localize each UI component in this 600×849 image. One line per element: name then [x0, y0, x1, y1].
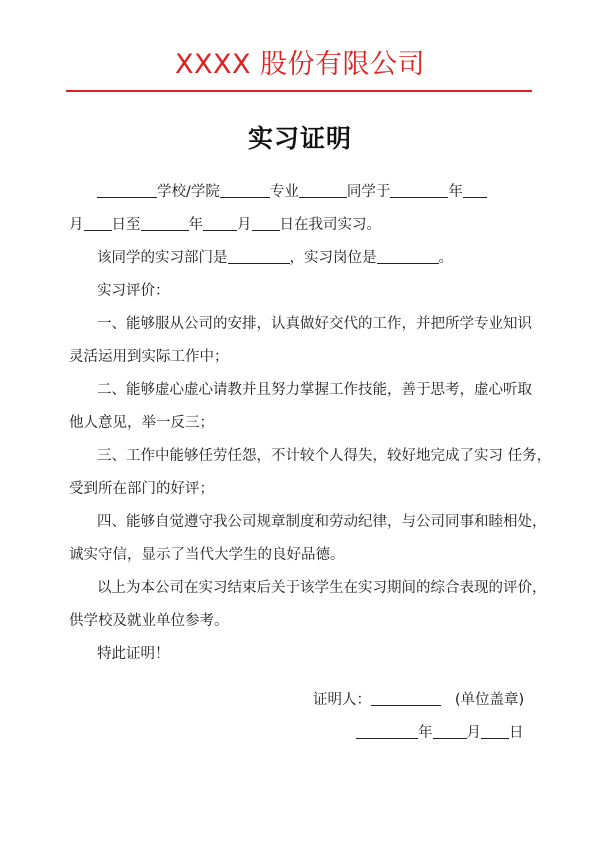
end-year-blank: [141, 214, 189, 231]
dept-prefix: 该同学的实习部门是: [97, 250, 228, 266]
document-title: 实习证明: [247, 124, 352, 153]
certifier-blank: [371, 689, 441, 706]
sign-day-blank: [481, 722, 509, 739]
evaluation-item-2-line-2: 他人意见，举一反三；: [69, 415, 214, 431]
sign-year-label: 年: [418, 725, 433, 741]
dept-middle: ，实习岗位是: [289, 250, 377, 266]
stamp-label: (单位盖章): [454, 692, 525, 708]
document-body: [69, 180, 552, 667]
evaluation-item-4-line-2: 诚实守信，显示了当代大学生的良好品德。: [69, 547, 345, 563]
end-year-label: 年: [188, 217, 203, 233]
end-day-blank: [252, 214, 280, 231]
evaluation-item-4-line-1: 四、能够自觉遵守我公司规章制度和劳动纪律，与公司同事和睦相处，: [97, 514, 547, 530]
sign-month-blank: [433, 722, 467, 739]
position-blank: [377, 247, 439, 264]
school-blank: [97, 181, 157, 198]
summary-line-2: 供学校及就业单位参考。: [69, 613, 229, 629]
sign-day-label: 日: [509, 725, 524, 741]
end-month-blank: [203, 214, 237, 231]
school-label: 学校/学院: [157, 184, 220, 200]
dept-suffix: 。: [438, 250, 453, 266]
evaluation-label: 实习评价：: [97, 283, 170, 299]
sign-year-blank: [356, 722, 418, 739]
closing-statement: 特此证明！: [97, 646, 170, 662]
signature-date-line: [356, 721, 524, 742]
header-divider: [66, 90, 532, 92]
certifier-label: 证明人：: [313, 692, 371, 708]
start-year-blank: [390, 181, 448, 198]
dept-line: [69, 246, 531, 271]
start-month-blank: [463, 181, 487, 198]
start-day-blank: [84, 214, 112, 231]
evaluation-item-3-line-2: 受到所在部门的好评；: [69, 481, 214, 497]
intro-line-2: [69, 213, 531, 238]
evaluation-item-1-line-1: 一、能够服从公司的安排，认真做好交代的工作，并把所学专业知识: [97, 316, 532, 332]
end-month-label: 月: [237, 217, 252, 233]
evaluation-item-1-line-2: 灵活运用到实际工作中；: [69, 349, 229, 365]
summary-line-1: 以上为本公司在实习结束后关于该学生在实习期间的综合表现的评价，: [97, 580, 547, 596]
sign-month-label: 月: [466, 725, 481, 741]
certifier-line: [313, 688, 524, 709]
major-label: 专业: [269, 184, 299, 200]
dept-blank: [228, 247, 290, 264]
student-blank: [299, 181, 347, 198]
intro-line-1: [69, 180, 531, 205]
end-day-label: 日在我司实习。: [279, 217, 381, 233]
day-to-label: 日至: [111, 217, 141, 233]
major-blank: [220, 181, 270, 198]
company-name: XXXX 股份有限公司: [174, 49, 426, 80]
evaluation-item-3-line-1: 三、工作中能够任劳任怨，不计较个人得失，较好地完成了实习 任务，: [97, 448, 552, 464]
evaluation-item-2-line-1: 二、能够虚心虚心请教并且努力掌握工作技能，善于思考，虚心听取: [97, 382, 532, 398]
start-year-label: 年: [448, 184, 463, 200]
student-label: 同学于: [346, 184, 391, 200]
start-month-label: 月: [69, 217, 84, 233]
